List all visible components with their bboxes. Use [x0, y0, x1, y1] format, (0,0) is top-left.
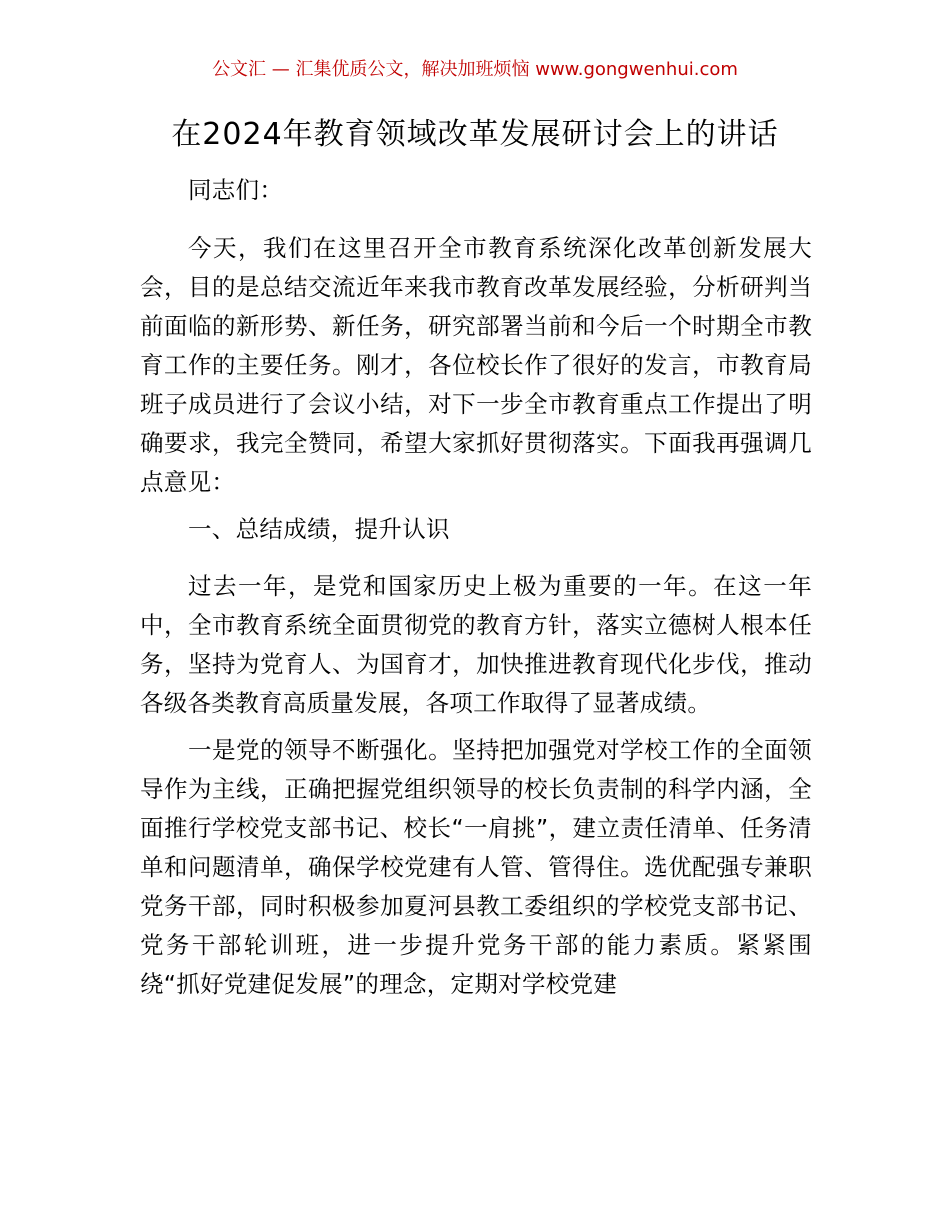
section-heading: 一、总结成绩，提升认识: [188, 515, 450, 543]
paragraph-party-leadership: 一是党的领导不断强化。坚持把加强党对学校工作的全面领导作为主线，正确把握党组织领导的校长负责制的科学内涵，全面推行学校党支部书记、校长“一肩挑”，建立责任清单、任务清单和问题清单，确保学校党建有人管、管得住。选优配强专兼职党务干部，同时积极参加夏河县教工委组织的学校党支部书记、党务干部轮训班，进一步提升党务干部的能力素质。紧紧围绕“抓好党建促发展”的理念，定期对学校党建: [140, 736, 812, 998]
salutation: 同志们：: [188, 176, 284, 204]
document-title: 在2024年教育领域改革发展研讨会上的讲话: [171, 117, 779, 152]
header-banner: 公文汇 — 汇集优质公文，解决加班烦恼 www.gongwenhui.com: [212, 59, 738, 80]
paragraph-intro: 今天，我们在这里召开全市教育系统深化改革创新发展大会，目的是总结交流近年来我市教育改革发展经验，分析研判当前面临的新形势、新任务，研究部署当前和今后一个时期全市教育工作的主要任务。刚才，各位校长作了很好的发言，市教育局班子成员进行了会议小结，对下一步全市教育重点工作提出了明确要求，我完全赞同，希望大家抓好贯彻落实。下面我再强调几点意见：: [140, 234, 812, 496]
document-body: [140, 171, 812, 1012]
paragraph-achievements: 过去一年，是党和国家历史上极为重要的一年。在这一年中，全市教育系统全面贯彻党的教育方针，落实立德树人根本任务，坚持为党育人、为国育才，加快推进教育现代化步伐，推动各级各类教育高质量发展，各项工作取得了显著成绩。: [140, 572, 812, 717]
